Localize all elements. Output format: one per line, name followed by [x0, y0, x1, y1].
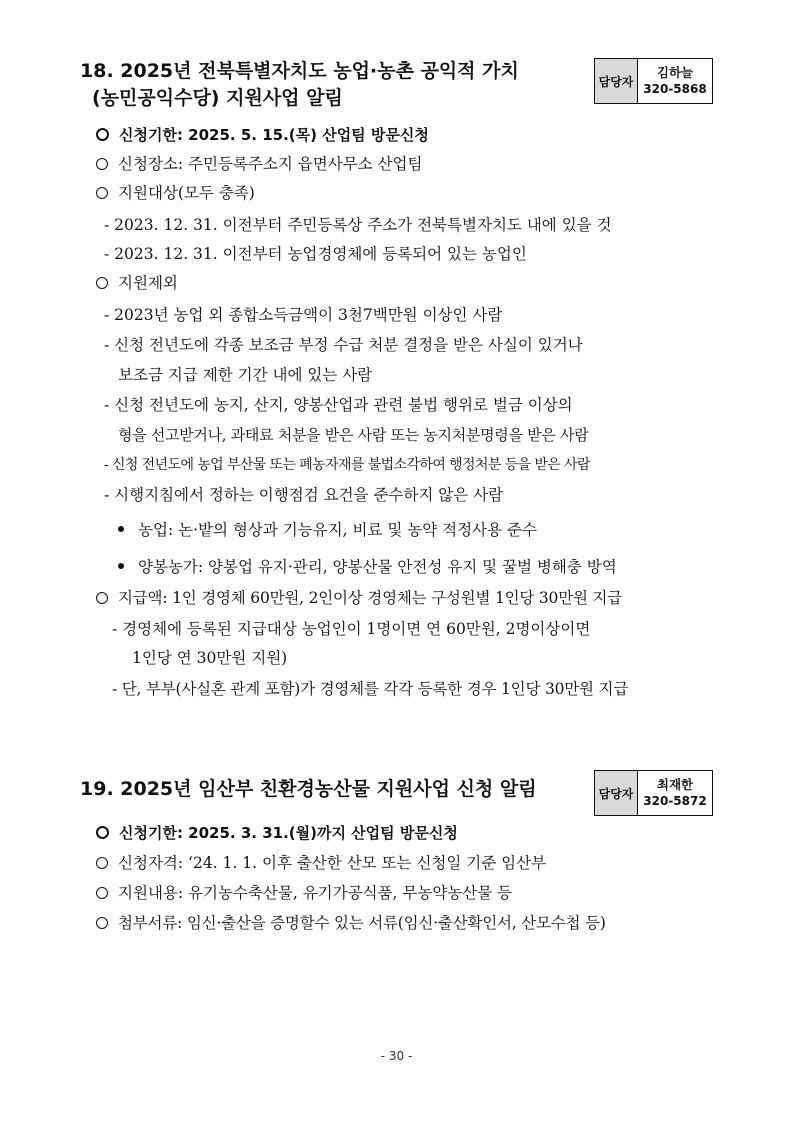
- dot-bullet-icon: [118, 526, 124, 532]
- circle-bullet-icon: [96, 826, 109, 839]
- contact-name: 김하늘: [656, 65, 694, 80]
- s18-exclude-item: - 신청 전년도에 농업 부산물 또는 폐농자재를 불법소각하여 행정처분 등을 받은 사람: [104, 457, 590, 473]
- s18-exclude-item-cont: 보조금 지급 제한 기간 내에 있는 사람: [118, 366, 373, 384]
- s18-target-item: - 2023. 12. 31. 이전부터 주민등록상 주소가 전북특별자치도 내에 있을 것: [104, 216, 612, 234]
- s18-exclude-item: - 시행지침에서 정하는 이행점검 요건을 준수하지 않은 사람: [104, 486, 504, 504]
- section-18-title-line2: (농민공익수당) 지원사업 알림: [92, 87, 343, 109]
- contact-phone: 320-5868: [643, 82, 707, 96]
- circle-bullet-icon: [96, 128, 109, 141]
- s18-sub-item: 양봉농가: 양봉업 유지·관리, 양봉산물 안전성 유지 및 꿀벌 병해충 방역: [118, 556, 617, 578]
- s19-deadline: 신청기한: 2025. 3. 31.(월)까지 산업팀 방문신청: [96, 822, 458, 844]
- circle-bullet-icon: [96, 187, 108, 199]
- s18-exclude-item: - 신청 전년도에 각종 보조금 부정 수급 처분 결정을 받은 사실이 있거나: [104, 336, 583, 354]
- s18-deadline: 신청기한: 2025. 5. 15.(목) 산업팀 방문신청: [96, 124, 429, 146]
- section-19-contact-box: [594, 770, 713, 816]
- s18-exclude-item: - 신청 전년도에 농지, 산지, 양봉산업과 관련 불법 행위로 벌금 이상의: [104, 396, 573, 414]
- dot-bullet-icon: [118, 563, 124, 569]
- s19-eligibility: 신청자격: ‘24. 1. 1. 이후 출산한 산모 또는 신청일 기준 임산부: [96, 852, 546, 874]
- contact-label: 담당자: [595, 59, 638, 103]
- s19-documents: 첨부서류: 임신·출산을 증명할수 있는 서류(임신·출산확인서, 산모수첩 등): [96, 912, 606, 934]
- section-19-title: 19. 2025년 임산부 친환경농산물 지원사업 신청 알림: [80, 778, 537, 800]
- s18-sub-item: 농업: 논·밭의 형상과 기능유지, 비료 및 농약 적정사용 준수: [118, 519, 537, 541]
- section-18-contact-box: [594, 58, 713, 104]
- s18-amount-item: - 경영체에 등록된 지급대상 농업인이 1명이면 연 60만원, 2명이상이면: [112, 620, 591, 638]
- circle-bullet-icon: [96, 857, 108, 869]
- s19-support: 지원내용: 유기농수축산물, 유기가공식품, 무농약농산물 등: [96, 882, 512, 904]
- s18-place: 신청장소: 주민등록주소지 읍면사무소 산업팀: [96, 153, 423, 175]
- section-18-title-line1: 18. 2025년 전북특별자치도 농업·농촌 공익적 가치: [80, 60, 519, 82]
- s18-target: 지원대상(모두 충족): [96, 182, 255, 204]
- circle-bullet-icon: [96, 277, 108, 289]
- contact-label: 담당자: [595, 771, 638, 815]
- contact-phone: 320-5872: [643, 794, 707, 808]
- s18-amount-item: - 단, 부부(사실혼 관계 포함)가 경영체를 각각 등록한 경우 1인당 30만원 지급: [112, 680, 629, 698]
- circle-bullet-icon: [96, 917, 108, 929]
- s18-target-item: - 2023. 12. 31. 이전부터 농업경영체에 등록되어 있는 농업인: [104, 245, 527, 263]
- circle-bullet-icon: [96, 887, 108, 899]
- contact-name: 최재한: [656, 777, 694, 792]
- page-number: - 30 -: [380, 1049, 413, 1063]
- s18-exclude-item-cont: 형을 선고받거나, 과태료 처분을 받은 사람 또는 농지처분명령을 받은 사람: [118, 426, 589, 444]
- s18-exclude: 지원제외: [96, 272, 178, 294]
- circle-bullet-icon: [96, 158, 108, 170]
- s18-amount-item-cont: 1인당 연 30만원 지원): [132, 649, 288, 667]
- circle-bullet-icon: [96, 592, 108, 604]
- s18-amount: 지급액: 1인 경영체 60만원, 2인이상 경영체는 구성원별 1인당 30만원 지급: [96, 587, 622, 609]
- s18-exclude-item: - 2023년 농업 외 종합소득금액이 3천7백만원 이상인 사람: [104, 306, 503, 324]
